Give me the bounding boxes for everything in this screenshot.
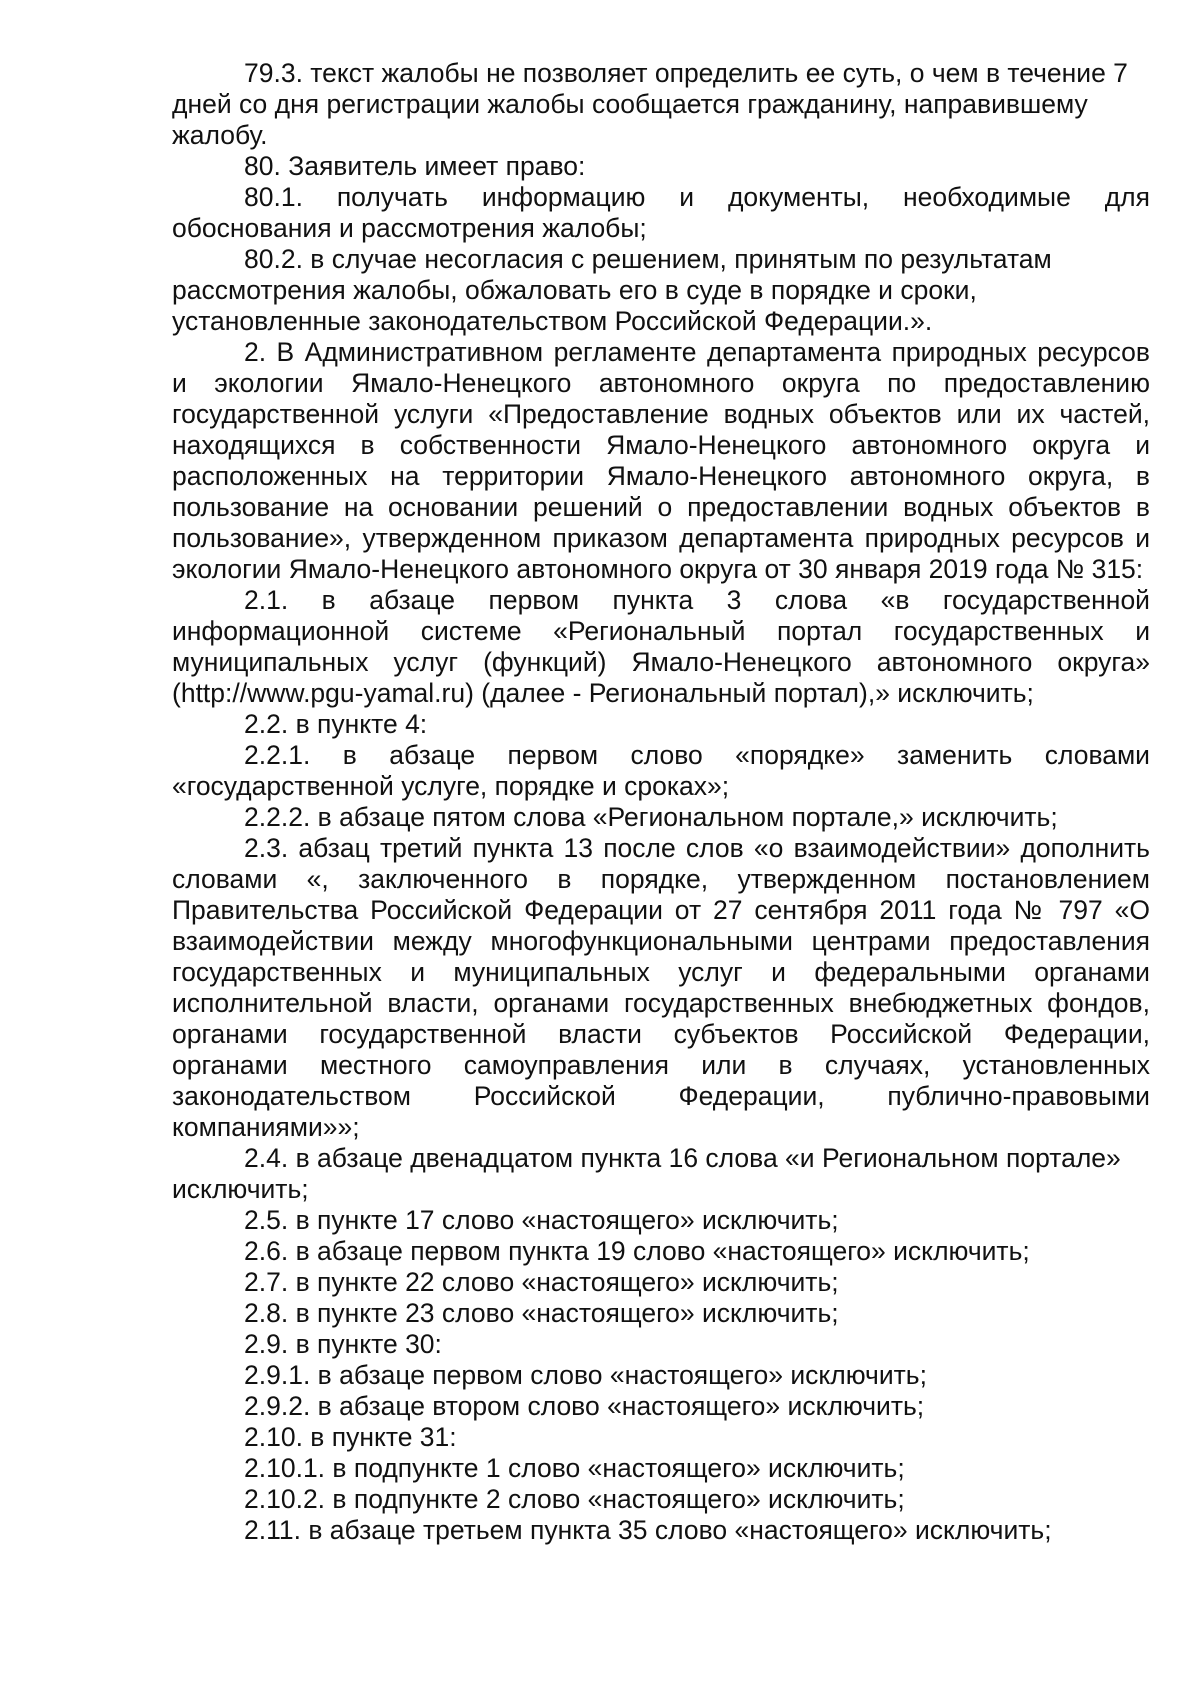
paragraph-2-3: 2.3. абзац третий пункта 13 после слов «о взаимодействии» дополнить словами «, заключенного в порядке, утвержденном постановлением Правительства Российской Федерации от 27 сентября 2011 года № 797 «О взаимодействии между многофункциональными центрами предоставления государственных и муниципальных услуг и федеральными органами исполнительной власти, органами государственных внебюджетных фондов, органами государственной власти субъектов Российской Федерации, органами местного самоуправления или в случаях, установленных законодательством Российской Федерации, публично-правовыми компаниями»»;: [172, 833, 1150, 1142]
paragraph-2-4: 2.4. в абзаце двенадцатом пункта 16 слова «и Региональном портале» исключить;: [172, 1143, 1121, 1204]
paragraph-2-10: 2.10. в пункте 31:: [244, 1422, 457, 1452]
paragraph-2-5: 2.5. в пункте 17 слово «настоящего» исключить;: [244, 1205, 839, 1235]
paragraph-80-1: 80.1. получать информацию и документы, необходимые для обоснования и рассмотрения жалобы;: [172, 182, 1150, 243]
paragraph-2: 2. В Административном регламенте департамента природных ресурсов и экологии Ямало-Ненецкого автономного округа по предоставлению государственной услуги «Предоставление водных объектов или их частей, находящихся в собственности Ямало-Ненецкого автономного округа и расположенных на территории Ямало-Ненецкого автономного округа, в пользование на основании решений о предоставлении водных объектов в пользование», утвержденном приказом департамента природных ресурсов и экологии Ямало-Ненецкого автономного округа от 30 января 2019 года № 315:: [172, 337, 1150, 584]
paragraph-2-1: 2.1. в абзаце первом пункта 3 слова «в государственной информационной системе «Региональный портал государственных и муниципальных услуг (функций) Ямало-Ненецкого автономного округа» (http://www.pgu-yamal.ru) (далее - Региональный портал),» исключить;: [172, 585, 1150, 708]
paragraph-80-2: 80.2. в случае несогласия с решением, принятым по результатам рассмотрения жалобы, обжаловать его в суде в порядке и сроки, установленные законодательством Российской Федерации.».: [172, 244, 1052, 336]
paragraph-2-11: 2.11. в абзаце третьем пункта 35 слово «настоящего» исключить;: [244, 1515, 1052, 1545]
paragraph-2-2: 2.2. в пункте 4:: [244, 709, 428, 739]
paragraph-79-3: 79.3. текст жалобы не позволяет определить ее суть, о чем в течение 7 дней со дня регистрации жалобы сообщается гражданину, направившему жалобу.: [172, 58, 1128, 150]
paragraph-80: 80. Заявитель имеет право:: [244, 151, 586, 181]
paragraph-2-10-1: 2.10.1. в подпункте 1 слово «настоящего» исключить;: [244, 1453, 905, 1483]
paragraph-2-6: 2.6. в абзаце первом пункта 19 слово «настоящего» исключить;: [244, 1236, 1030, 1266]
paragraph-2-9-2: 2.9.2. в абзаце втором слово «настоящего» исключить;: [244, 1391, 925, 1421]
document-body: [172, 58, 1150, 1546]
paragraph-2-10-2: 2.10.2. в подпункте 2 слово «настоящего» исключить;: [244, 1484, 905, 1514]
paragraph-2-9-1: 2.9.1. в абзаце первом слово «настоящего» исключить;: [244, 1360, 927, 1390]
paragraph-2-2-2: 2.2.2. в абзаце пятом слова «Региональном портале,» исключить;: [244, 802, 1058, 832]
paragraph-2-8: 2.8. в пункте 23 слово «настоящего» исключить;: [244, 1298, 839, 1328]
paragraph-2-2-1: 2.2.1. в абзаце первом слово «порядке» заменить словами «государственной услуге, порядке и сроках»;: [172, 740, 1150, 801]
paragraph-2-7: 2.7. в пункте 22 слово «настоящего» исключить;: [244, 1267, 839, 1297]
paragraph-2-9: 2.9. в пункте 30:: [244, 1329, 442, 1359]
